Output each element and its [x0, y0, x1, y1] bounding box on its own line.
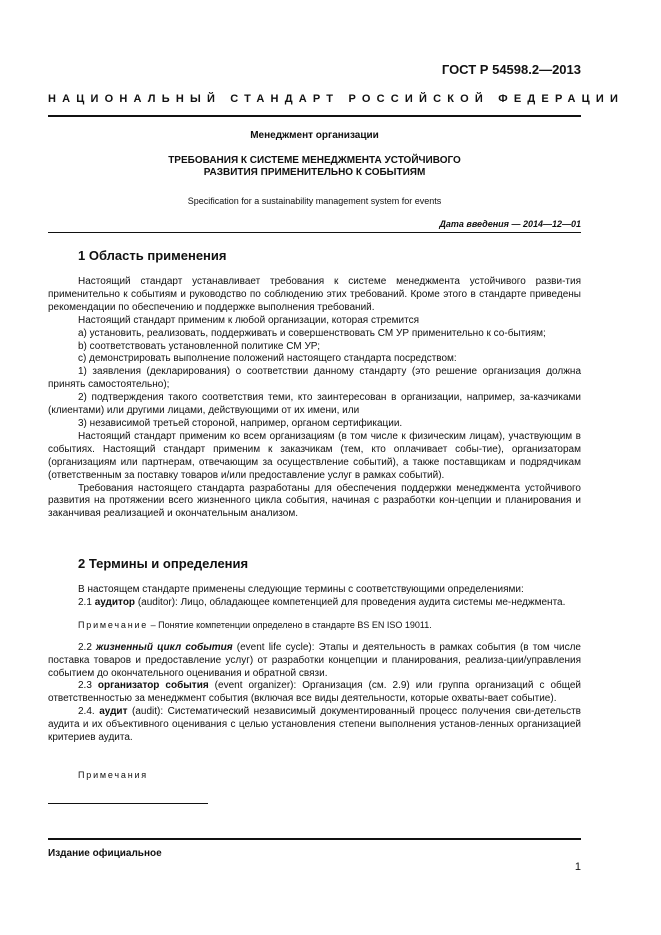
footer-divider	[48, 838, 581, 840]
document-category: Менеджмент организации	[250, 130, 379, 141]
effective-date: Дата введения — 2014—12—01	[439, 219, 581, 229]
english-title: Specification for a sustainability management system for events	[187, 196, 442, 206]
term-name: аудитор	[94, 596, 136, 608]
term-2-2: 2.2 жизненный цикл события (event life cycle): Этапы и деятельность в рамках события (в том числе поставка товаров и предоставление услуг) от разработки концепции и планирования, реализа-ции/управления событием до окончательного оценивания и обратной связи.	[48, 641, 581, 679]
section-1-heading: 1 Область применения	[78, 248, 227, 263]
date-divider	[48, 232, 581, 233]
term-2-4: 2.4. аудит (audit): Систематический независимый документированный процесс получения сви-детельств аудита и их объективного оценивания с целью установления степени выполнения установ-ленных организацией критериев аудита.	[48, 706, 581, 744]
term-name: жизненный цикл события	[96, 641, 233, 653]
header-divider	[48, 115, 581, 117]
paragraph: Требования настоящего стандарта разработаны для обеспечения поддержки менеджмента устойчивого развития на протяжении всего жизненного цикла события, начиная с разработки кон-цепции и планирования и заканчивая реализацией и окончательным анализом.	[48, 482, 581, 520]
paragraph: c) демонстрировать выполнение положений настоящего стандарта посредством:	[78, 353, 457, 365]
title-line-1: ТРЕБОВАНИЯ К СИСТЕМЕ МЕНЕДЖМЕНТА УСТОЙЧИВОГО	[168, 155, 461, 166]
footnote-divider	[48, 803, 208, 804]
official-edition-label: Издание официальное	[48, 848, 162, 859]
national-standard-heading: НАЦИОНАЛЬНЫЙ СТАНДАРТ РОССИЙСКОЙ ФЕДЕРАЦИИ	[48, 93, 625, 105]
notes-label: Примечания	[78, 770, 148, 780]
term-2-1: 2.1 аудитор (auditor): Лицо, обладающее компетенцией для проведения аудита системы ме-неджмента.	[78, 596, 566, 608]
standard-code: ГОСТ Р 54598.2—2013	[441, 62, 581, 77]
term-2-3: 2.3 организатор события (event organizer): Организация (см. 2.9) или группа организаций с общей ответственностью за менеджмент события (включая все виды деятельности, которые охваты-вает событие).	[48, 680, 582, 705]
paragraph: Настоящий стандарт применим к любой организации, которая стремится	[78, 314, 420, 326]
paragraph: 3) независимой третьей стороной, например, органом сертификации.	[78, 417, 403, 429]
note-label: Примечание	[78, 619, 149, 630]
term-name: аудит	[99, 706, 128, 718]
paragraph: b) соответствовать установленной политике СМ УР;	[78, 340, 321, 352]
section-1-body	[48, 276, 581, 521]
term-name: организатор события	[97, 680, 209, 692]
document-title	[48, 155, 581, 179]
paragraph: 2) подтверждения такого соответствия теми, кто заинтересован в организации, например, за-казчиками (клиентами) или другими лицами, действующими от их имени, или	[48, 392, 581, 417]
title-line-2: РАЗВИТИЯ ПРИМЕНИТЕЛЬНО К СОБЫТИЯМ	[203, 167, 426, 178]
term-note: Примечание – Понятие компетенции определено в стандарте BS EN ISO 19011.	[78, 619, 432, 630]
terms-intro: В настоящем стандарте применены следующие термины с соответствующими определениями:	[78, 584, 524, 595]
paragraph: Настоящий стандарт применим ко всем организациям (в том числе к физическим лицам), участвующим в событиях. Настоящий стандарт применим к заказчикам (тем, кто оплачивает собы-тие), организаторам (организациям или партнерам, отвечающим за осуществление событий), а также поставщикам и подрядчикам (ответственным за поставку товаров и/или предоставление услуг в рамках событий).	[48, 430, 581, 481]
paragraph: Настоящий стандарт устанавливает требования к системе менеджмента устойчивого разви-тия применительно к событиям и руководство по соблюдению этих требований. Кроме этого в стандарте приведены рекомендации по обеспечению и поддержке выполнения требований.	[48, 276, 581, 313]
section-2-body	[48, 584, 581, 745]
page-number: 1	[574, 861, 581, 873]
paragraph: a) установить, реализовать, поддерживать и совершенствовать СМ УР применительно к со-бытиям;	[78, 327, 546, 339]
paragraph: 1) заявления (декларирования) о соответствии данному стандарту (это решение организация должна принять самостоятельно);	[48, 366, 581, 391]
section-2-heading: 2 Термины и определения	[78, 556, 249, 571]
